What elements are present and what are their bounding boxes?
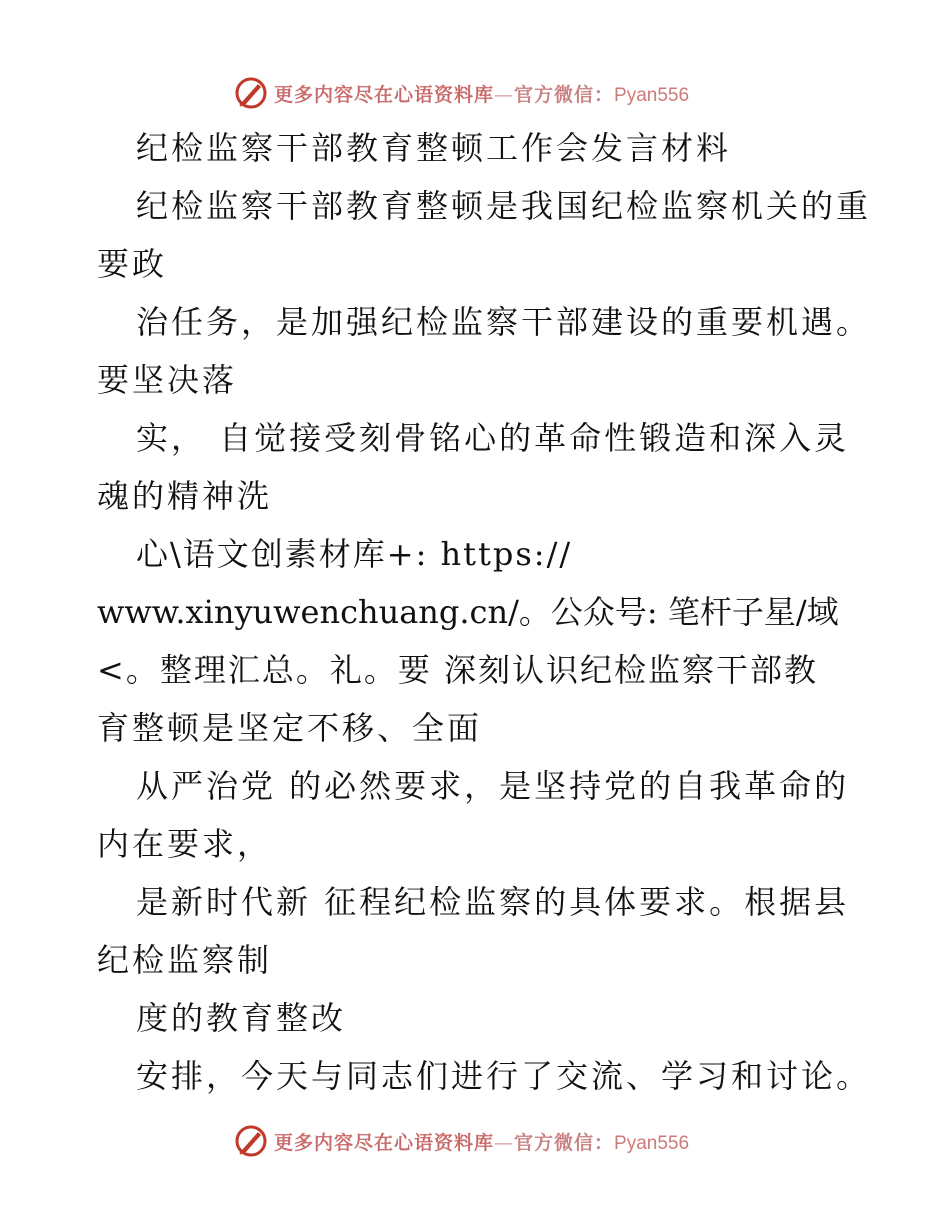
footer-watermark-banner [0,1120,950,1160]
paragraph-line: 纪检监察干部教育整顿是我国纪检监察机关的重 [136,187,872,225]
paragraph-line: 从严治党 的必然要求，是坚持党的自我革命的 [136,767,850,805]
paragraph-line: 实， 自觉接受刻骨铭心的革命性锻造和深入灵 [136,419,850,457]
paragraph-line: 纪检监察制 [97,941,273,979]
paragraph-line: 要坚决落 [97,361,238,399]
paragraph-line: 心\语文创素材库+: https:// [136,535,573,573]
paragraph-line: 内在要求， [97,825,273,863]
quill-logo-icon [234,1124,268,1158]
document-title: 纪检监察干部教育整顿工作会发言材料 [136,129,732,167]
paragraph-line: 是新时代新 征程纪检监察的具体要求。根据县 [136,883,850,921]
paragraph-line: 魂的精神洗 [97,477,273,515]
paragraph-line: 育整顿是坚定不移、全面 [97,709,483,747]
paragraph-line: 要政 [97,245,168,283]
paragraph-line: <。整理汇总。礼。要 深刻认识纪检监察干部教 [97,651,818,689]
paragraph-line: 度的教育整改 [136,999,347,1037]
paragraph-line: 安排，今天与同志们进行了交流、学习和讨论。 [136,1057,872,1095]
watermark-text: 更多内容尽在心语资料库—官方微信：Pyan556 [274,1131,690,1154]
paragraph-line: 治任务，是加强纪检监察干部建设的重要机遇。 [136,303,872,341]
watermark-text: 更多内容尽在心语资料库—官方微信：Pyan556 [274,83,690,106]
paragraph-line: www.xinyuwenchuang.cn/。公众号: 笔杆子星/域 [97,593,839,631]
